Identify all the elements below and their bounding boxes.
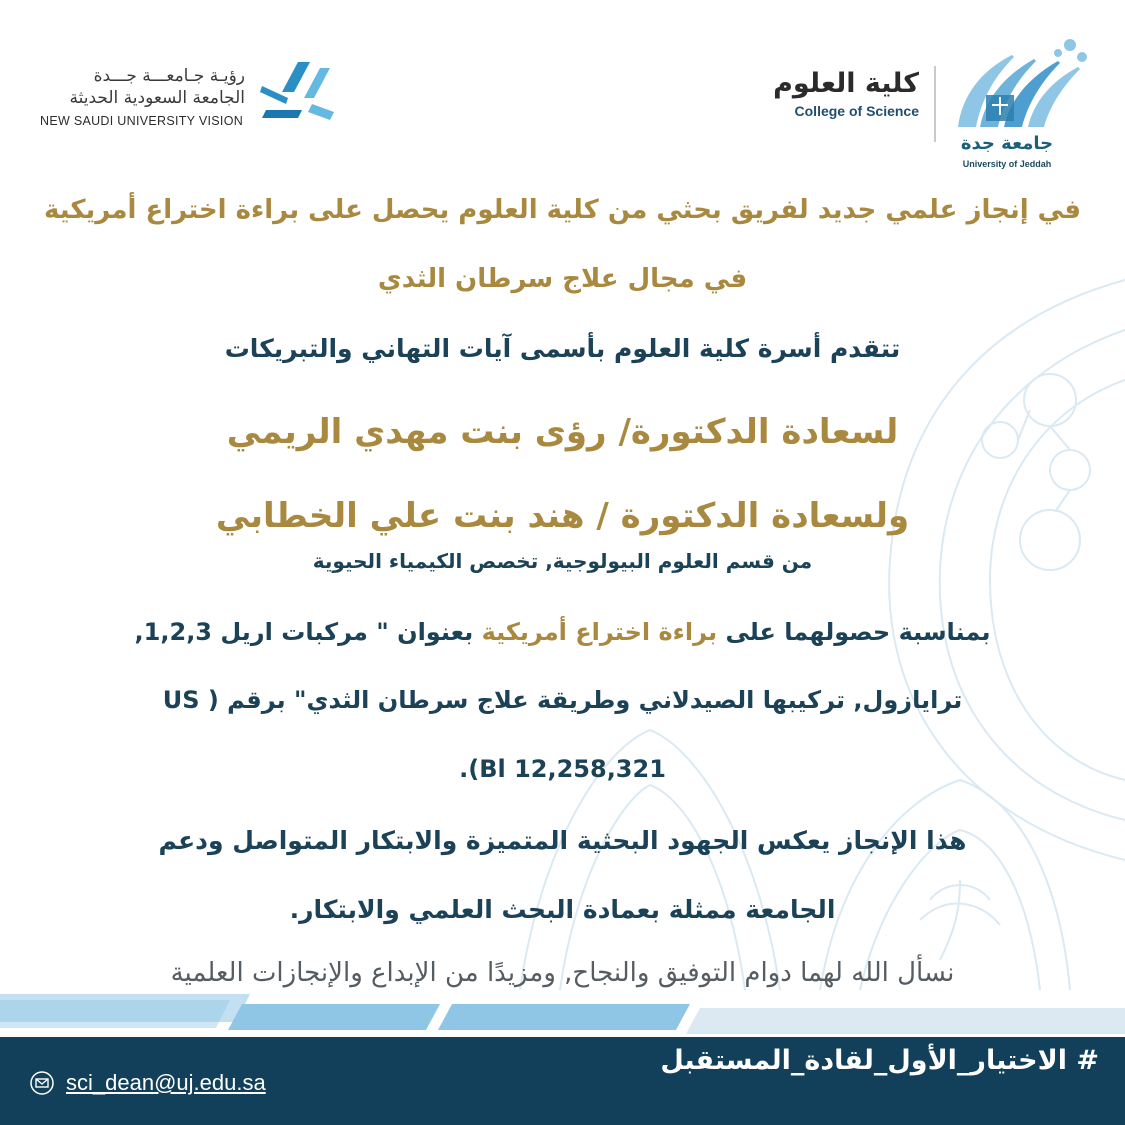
- occasion-line-2: ترايازول, تركيبها الصيدلاني وطريقة علاج سرطان الثدي" برقم ( US: [162, 686, 963, 714]
- occasion-line-1: [40, 618, 1085, 646]
- occasion-line-1-start: بمناسبة حصولهما على: [725, 618, 991, 646]
- email-link[interactable]: sci_dean@uj.edu.sa: [66, 1070, 266, 1095]
- college-name-arabic: كلية العلوم: [773, 68, 919, 99]
- vision-logo-english: NEW SAUDI UNIVERSITY VISION: [40, 114, 244, 128]
- university-name-arabic: جامعة جدة: [960, 133, 1054, 154]
- headline-line-2: في مجال علاج سرطان الثدي: [377, 264, 748, 294]
- prayer-line: نسأل الله لهما دوام التوفيق والنجاح, ومزيدًا من الإبداع والإنجازات العلمية: [170, 958, 955, 988]
- header-divider: [934, 66, 936, 142]
- contact-email: [30, 1070, 266, 1096]
- patent-number-line: 12,258,321 Bl).: [459, 755, 666, 783]
- vision-logo-arabic-line2: الجامعة السعودية الحديثة: [69, 88, 245, 108]
- vision-logo-arabic-line1: رؤيـة جـامعـــة جـــدة: [93, 66, 245, 86]
- occasion-line-1-end: بعنوان " مركبات اريل 1,2,3,: [134, 618, 474, 646]
- doctor-name-2: ولسعادة الدكتورة / هند بنت علي الخطابي: [215, 496, 910, 536]
- vision-emblem-icon: [258, 58, 340, 130]
- patent-highlight: براءة اختراع أمريكية: [481, 618, 718, 646]
- university-logo: [952, 35, 1094, 175]
- headline-line-1: في إنجاز علمي جديد لفريق بحثي من كلية العلوم يحصل على براءة اختراع أمريكية: [43, 195, 1082, 225]
- envelope-icon: [30, 1071, 54, 1095]
- achievement-line-2: الجامعة ممثلة بعمادة البحث العلمي والابتكار.: [289, 895, 836, 924]
- university-name-english: University of Jeddah: [962, 159, 1052, 169]
- footer-stripes: [0, 994, 1125, 1038]
- college-title: [719, 68, 919, 119]
- doctor-name-1: لسعادة الدكتورة/ رؤى بنت مهدي الريمي: [226, 412, 899, 452]
- achievement-line-1: هذا الإنجاز يعكس الجهود البحثية المتميزة والابتكار المتواصل ودعم: [158, 826, 967, 855]
- college-name-english: College of Science: [794, 103, 919, 119]
- congratulations-line: تتقدم أسرة كلية العلوم بأسمى آيات التهاني والتبريكات: [224, 334, 901, 363]
- department-line: من قسم العلوم البيولوجية, تخصص الكيمياء الحيوية: [312, 549, 813, 573]
- university-emblem-icon: [952, 35, 1094, 135]
- vision-logo: [40, 58, 340, 138]
- hashtag: # الاختيار_الأول_لقادة_المستقبل: [660, 1045, 1099, 1076]
